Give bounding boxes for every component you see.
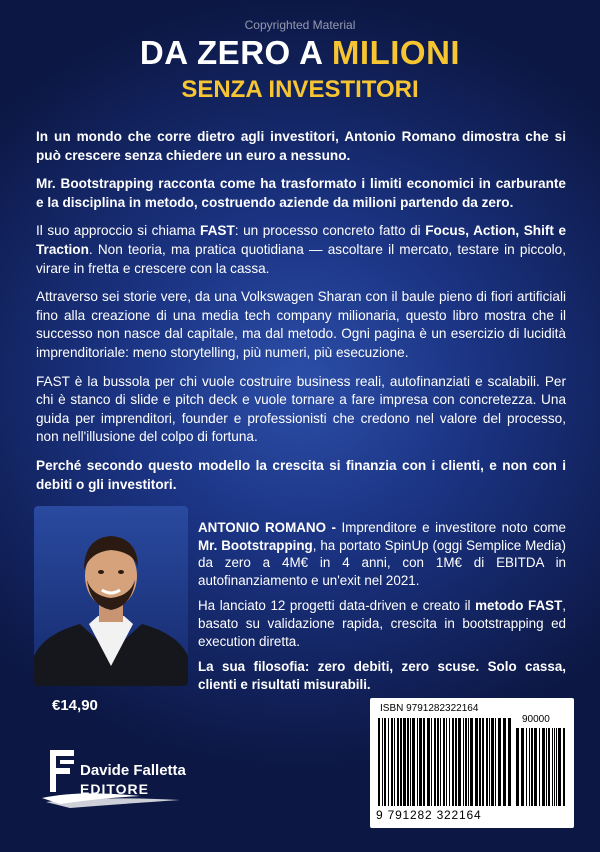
barcode-addon-bars-icon xyxy=(516,728,566,806)
blurb-paragraph-3: Il suo approccio si chiama FAST: un processo concreto fatto di Focus, Action, Shift e Traction. Non teoria, ma pratica quotidiana — ascoltare il mercato, testare in piccolo, virare in fretta e crescere con la cassa. xyxy=(36,223,567,276)
bio-paragraph-3: La sua filosofia: zero debiti, zero scuse. Solo cassa, clienti e risultati misurabili. xyxy=(198,659,566,692)
barcode-addon: 90000 xyxy=(522,714,550,725)
bio-paragraph-1: ANTONIO ROMANO - Imprenditore e investitore noto come Mr. Bootstrapping, ha portato SpinUp (oggi Semplice Media) da zero a 4M€ in 4 anni, con 1M€ di EBITDA in autofinanziamento e un'exit nel 2021. xyxy=(198,520,566,588)
price-label: €14,90 xyxy=(52,697,98,714)
bio-paragraph-2: Ha lanciato 12 progetti data-driven e creato il metodo FAST, basato su validazione rapida, crescita in bootstrapping ed execution diretta. xyxy=(198,598,566,649)
isbn-label: ISBN 9791282322164 xyxy=(380,703,479,714)
title-part-1: DA ZERO A xyxy=(139,34,332,71)
publisher-imprint: EDITORE xyxy=(80,781,149,797)
blurb-paragraph-2: Mr. Bootstrapping racconta come ha trasformato i limiti economici in carburante e la disciplina in metodo, costruendo aziende da milioni partendo da zero. xyxy=(36,176,566,210)
barcode-bars-icon xyxy=(378,718,512,806)
book-title xyxy=(0,34,600,72)
author-bio xyxy=(198,519,566,701)
publisher-name: Davide Falletta xyxy=(80,762,186,779)
book-subtitle: SENZA INVESTITORI xyxy=(181,76,419,103)
author-photo xyxy=(34,506,188,686)
copyright-watermark: Copyrighted Material xyxy=(244,18,356,32)
isbn-barcode xyxy=(370,698,574,828)
barcode-digits: 9 791282 322164 xyxy=(376,808,482,822)
blurb-paragraph-1: In un mondo che corre dietro agli investitori, Antonio Romano dimostra che si può crescere senza chiedere un euro a nessuno. xyxy=(36,129,566,163)
blurb-paragraph-4: Attraverso sei storie vere, da una Volkswagen Sharan con il baule pieno di fiori artificiali fino alla creazione di una media tech company milionaria, questo libro mostra che il successo non nasce dal capitale, ma dal metodo. Ogni pagina è un esercizio di lucidità imprenditoriale: meno storytelling, più numeri, più esecuzione. xyxy=(36,289,566,360)
blurb xyxy=(36,128,566,504)
blurb-paragraph-5: FAST è la bussola per chi vuole costruire business reali, autofinanziati e scalabili. Per chi è stanco di slide e pitch deck e vuole tornare a fare impresa con concretezza. Una guida per imprenditori, founder e professionisti che credono nel valore del processo, non nell'illusione del colpo di fortuna. xyxy=(36,373,566,445)
blurb-paragraph-6: Perché secondo questo modello la crescita si finanzia con i clienti, e non con i debiti o gli investitori. xyxy=(36,457,566,492)
author-name: ANTONIO ROMANO - xyxy=(198,520,336,535)
title-part-2: MILIONI xyxy=(331,34,461,71)
